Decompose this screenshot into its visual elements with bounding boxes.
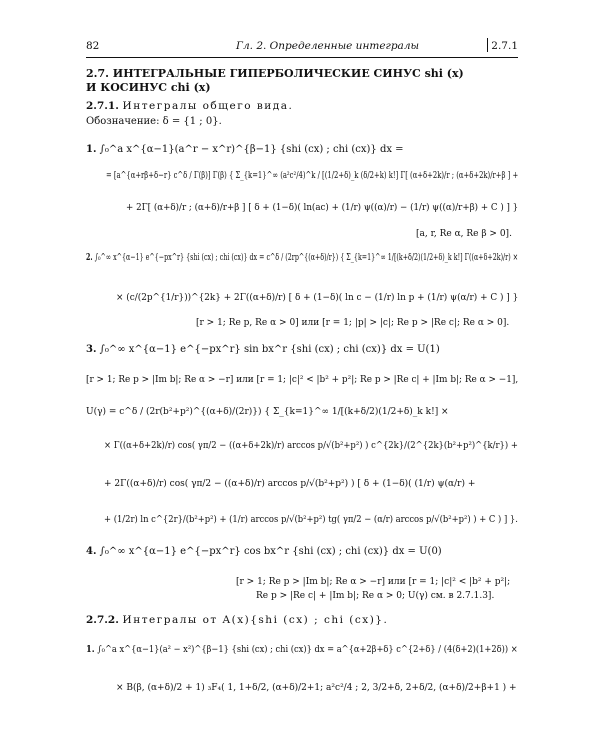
- formula-line: × Γ((α+δ+2k)/r) cos( γπ/2 − ((α+δ+2k)/r) arccos p/√(b²+p²) ) c^{2k}/(2^{2k}(b²+p²)^{k/r}) +: [104, 441, 518, 451]
- item-number: 3.: [86, 344, 97, 355]
- formula-item-3: [86, 344, 440, 356]
- notation-line: Обозначение: δ = {1 ; 0}.: [86, 116, 222, 127]
- formula-item-4: [86, 546, 442, 558]
- formula-line: U(γ) = c^δ / (2r(b²+p²)^{(α+δ)/(2r)}) { Σ_{k=1}^∞ 1/[(k+δ/2)(1/2+δ)_k k!] ×: [86, 407, 449, 417]
- header-divider: [487, 38, 488, 52]
- running-title: Гл. 2. Определенные интегралы: [236, 40, 420, 52]
- formula-line: = [a^{α+rβ+δ−r} c^δ / Γ(β)] Γ(β) { Σ_{k=1}^∞ (a²c²/4)^k / [(1/2+δ)_k (δ/2+k) k!] Γ[ (α+δ+2k)/r ; (α+δ+2k)/r+β ] +: [106, 171, 519, 181]
- formula-line: ∫₀^∞ x^{α−1} e^{−px^r} {shi (cx) ; chi (cx)} dx = c^δ / (2rp^{(α+δ)/r}) { Σ_{k=1}^∞ 1/[(k+δ/2)(1/2+δ)_k k!] Γ((α+δ+2k)/r) ×: [94, 253, 519, 263]
- formula-line: × (c/(2p^{1/r}))^{2k} + 2Γ((α+δ)/r) [ δ + (1−δ)( ln c − (1/r) ln p + (1/r) ψ(α/r) + C ) ] }: [116, 293, 519, 303]
- page-number: 82: [86, 40, 100, 52]
- formula-line: ∫₀^∞ x^{α−1} e^{−px^r} cos bx^r {shi (cx) ; chi (cx)} dx = U(0): [99, 546, 442, 557]
- formula-item-2: [86, 252, 518, 264]
- subsection-number: 2.7.1.: [86, 100, 119, 112]
- item-number: 2.: [86, 253, 93, 263]
- subsection-title: Интегралы от A(x){shi (cx) ; chi (cx)}.: [122, 614, 389, 626]
- formula-line: + (1/2r) ln c^{2r}/(b²+p²) + (1/r) arccos p/√(b²+p²) tg( γπ/2 − (α/r) arccos p/√(b²+p²) ) + C ) ] }.: [104, 515, 518, 525]
- formula-line: + 2Γ[ (α+δ)/r ; (α+δ)/r+β ] [ δ + (1−δ)( ln(ac) + (1/r) ψ((α)/r) − (1/r) ψ((α)/r+β) + C ) ] }: [126, 203, 519, 213]
- subsection-number: 2.7.2.: [86, 614, 119, 626]
- subsection-title: Интегралы общего вида.: [122, 100, 294, 112]
- item-number: 4.: [86, 546, 97, 557]
- item-number: 1.: [86, 144, 97, 155]
- running-header: [86, 40, 518, 56]
- formula-line: × B(β, (α+δ)/2 + 1) ₃F₄( 1, 1+δ/2, (α+δ)/2+1; a²c²/4 ; 2, 3/2+δ, 2+δ/2, (α+δ)/2+β+1 ) +: [116, 683, 517, 693]
- formula-line: ∫₀^a x^{α−1}(a² − x²)^{β−1} {shi (cx) ; chi (cx)} dx = a^{α+2β+δ} c^{2+δ} / (4(δ+2)(1+2δ)) ×: [97, 645, 518, 655]
- page-body: [86, 62, 518, 742]
- section-title-line1: 2.7. ИНТЕГРАЛЬНЫЕ ГИПЕРБОЛИЧЕСКИЕ СИНУС shi (x): [86, 67, 464, 80]
- subsection-heading-2: [86, 614, 388, 626]
- formula-line: ∫₀^∞ x^{α−1} e^{−px^r} sin bx^r {shi (cx) ; chi (cx)} dx = U(1): [99, 344, 440, 355]
- condition-line: [r > 1; Re p > |Im b|; Re α > −r] или [r = 1; |c|² < |b² + p²|; Re p > |Re c| + |Im b|; Re α > −1],: [86, 375, 519, 385]
- subsection-heading-1: [86, 100, 293, 112]
- formula-line: + 2Γ((α+δ)/r) cos( γπ/2 − ((α+δ)/r) arccos p/√(b²+p²) ) [ δ + (1−δ)( (1/r) ψ(α/r) +: [104, 479, 476, 489]
- item-number: 1.: [86, 645, 95, 655]
- condition-line: [r > 1; Re p, Re α > 0] или [r = 1; |p| > |c|; Re p > |Re c|; Re α > 0].: [196, 318, 510, 328]
- condition-line: [r > 1; Re p > |Im b|; Re α > −r] или [r = 1; |c|² < |b² + p²|;: [236, 577, 511, 587]
- section-marker: 2.7.1: [491, 40, 518, 52]
- section-title-line2: И КОСИНУС chi (x): [86, 81, 211, 94]
- condition-line: Re p > |Re c| + |Im b|; Re α > 0; U(γ) см. в 2.7.1.3].: [256, 591, 495, 601]
- header-rule: [86, 57, 518, 58]
- condition-line: [a, r, Re α, Re β > 0].: [416, 229, 512, 239]
- formula-item-2-7-2-1: [86, 644, 518, 656]
- formula-item-1: [86, 144, 404, 156]
- formula-line: ∫₀^a x^{α−1}(a^r − x^r)^{β−1} {shi (cx) ; chi (cx)} dx =: [99, 144, 404, 155]
